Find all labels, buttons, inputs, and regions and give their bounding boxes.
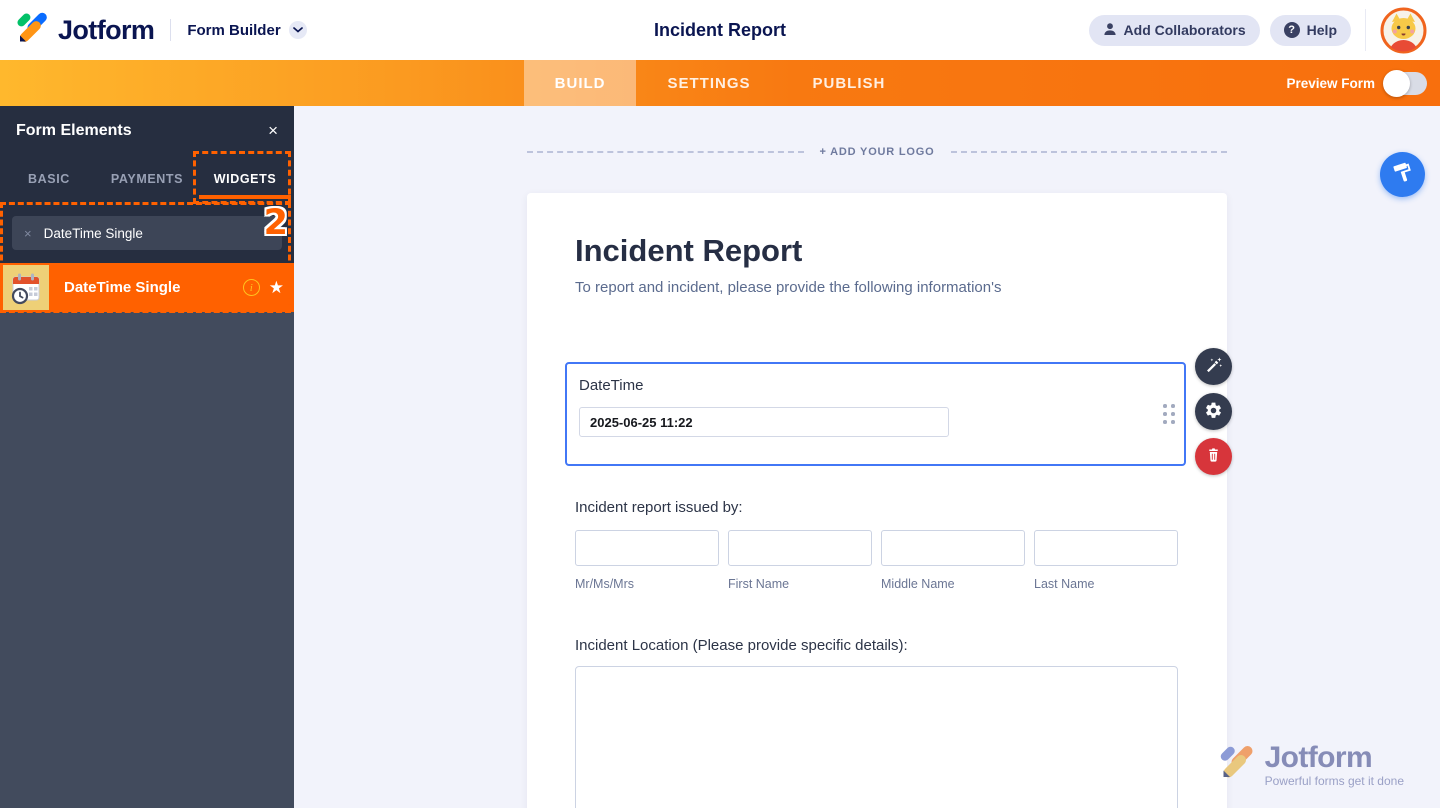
info-icon[interactable]: i (243, 279, 260, 296)
location-textarea[interactable] (575, 666, 1178, 808)
form-subtitle[interactable]: To report and incident, please provide the following information's (575, 279, 1002, 296)
form-builder-menu[interactable] (187, 21, 306, 39)
star-icon[interactable]: ★ (268, 278, 284, 297)
header-left (0, 10, 307, 50)
magic-wand-icon (1204, 356, 1223, 378)
paint-roller-icon (1392, 162, 1414, 187)
middle-name-sublabel: Middle Name (881, 577, 955, 591)
help-button[interactable] (1270, 15, 1351, 46)
question-datetime-selected[interactable] (565, 362, 1186, 466)
widget-meta (243, 279, 284, 296)
panel-header (0, 106, 294, 155)
middle-name-input[interactable] (881, 530, 1025, 566)
jotform-logo-icon (14, 10, 51, 50)
preview-form-toggle[interactable] (1385, 72, 1427, 95)
builder-toolbar (0, 60, 1440, 106)
widget-search-section (0, 202, 294, 263)
form-builder-label: Form Builder (187, 21, 281, 39)
element-tabs (0, 155, 294, 202)
form-designer-button[interactable] (1380, 152, 1425, 197)
last-name-sublabel: Last Name (1034, 577, 1095, 591)
app-header (0, 0, 1440, 60)
jotform-logo-text: Jotform (58, 14, 155, 45)
add-collaborators-button[interactable] (1089, 15, 1260, 46)
panel-title: Form Elements (16, 121, 132, 139)
watermark-text (1265, 743, 1404, 788)
header-right (1089, 7, 1440, 54)
annotation-step-badge: 2 (263, 203, 288, 243)
first-name-sublabel: First Name (728, 577, 790, 591)
jotform-logo[interactable] (14, 10, 154, 50)
location-question-label[interactable]: Incident Location (Please provide specific details): (575, 637, 908, 654)
watermark-logo-icon (1217, 743, 1257, 788)
question-icon: ? (1284, 22, 1300, 38)
person-icon (1103, 22, 1117, 39)
last-name-input[interactable] (1034, 530, 1178, 566)
tab-payments[interactable]: PAYMENTS (98, 155, 196, 202)
add-collaborators-label: Add Collaborators (1123, 22, 1246, 38)
page-title: Incident Report (653, 19, 786, 40)
help-label: Help (1306, 22, 1337, 38)
delete-button[interactable] (1195, 438, 1232, 475)
question-action-buttons (1195, 348, 1232, 475)
clear-search-icon[interactable]: × (24, 225, 32, 241)
first-name-input[interactable] (728, 530, 872, 566)
prefix-input[interactable] (575, 530, 719, 566)
toggle-knob (1383, 70, 1410, 97)
tab-basic[interactable]: BASIC (0, 155, 98, 202)
issued-by-question-label[interactable]: Incident report issued by: (575, 499, 743, 516)
dashed-line-right (951, 151, 1228, 153)
gear-button[interactable] (1195, 393, 1232, 430)
tab-settings[interactable]: SETTINGS (636, 60, 781, 106)
form-canvas (294, 106, 1440, 808)
form-title[interactable]: Incident Report (575, 233, 803, 268)
preview-form-control (1286, 60, 1427, 106)
drag-handle-icon[interactable] (1163, 404, 1175, 424)
widget-search-input[interactable] (44, 226, 270, 241)
widget-result-label: DateTime Single (64, 279, 181, 296)
close-icon[interactable]: × (268, 121, 278, 140)
header-divider (170, 19, 171, 41)
avatar[interactable] (1380, 7, 1427, 54)
chevron-down-icon (289, 21, 307, 39)
issued-by-inputs (575, 530, 1178, 566)
widget-result-datetime-single[interactable] (0, 263, 294, 312)
form-elements-panel (0, 106, 294, 808)
tab-publish[interactable]: PUBLISH (782, 60, 917, 106)
add-logo-row (527, 146, 1227, 158)
trash-icon (1205, 447, 1222, 467)
datetime-value-input[interactable] (579, 407, 949, 437)
tab-build[interactable]: BUILD (524, 60, 637, 106)
dashed-line-left (527, 151, 804, 153)
datetime-question-label: DateTime (579, 377, 644, 394)
gear-icon (1204, 401, 1223, 423)
datetime-widget-icon (3, 265, 49, 310)
jotform-watermark (1217, 743, 1404, 788)
add-logo-button[interactable]: + ADD YOUR LOGO (819, 146, 935, 158)
watermark-brand: Jotform (1264, 741, 1373, 774)
prefix-sublabel: Mr/Ms/Mrs (575, 577, 635, 591)
issued-by-sublabels (575, 577, 1178, 591)
preview-form-label: Preview Form (1286, 75, 1375, 91)
magic-wand-button[interactable] (1195, 348, 1232, 385)
active-tab-underline (199, 195, 291, 199)
form-card (527, 193, 1227, 808)
tab-widgets[interactable]: WIDGETS (196, 155, 294, 202)
watermark-tagline: Powerful forms get it done (1264, 774, 1404, 788)
widget-search-box (12, 216, 282, 250)
avatar-divider (1365, 9, 1366, 51)
